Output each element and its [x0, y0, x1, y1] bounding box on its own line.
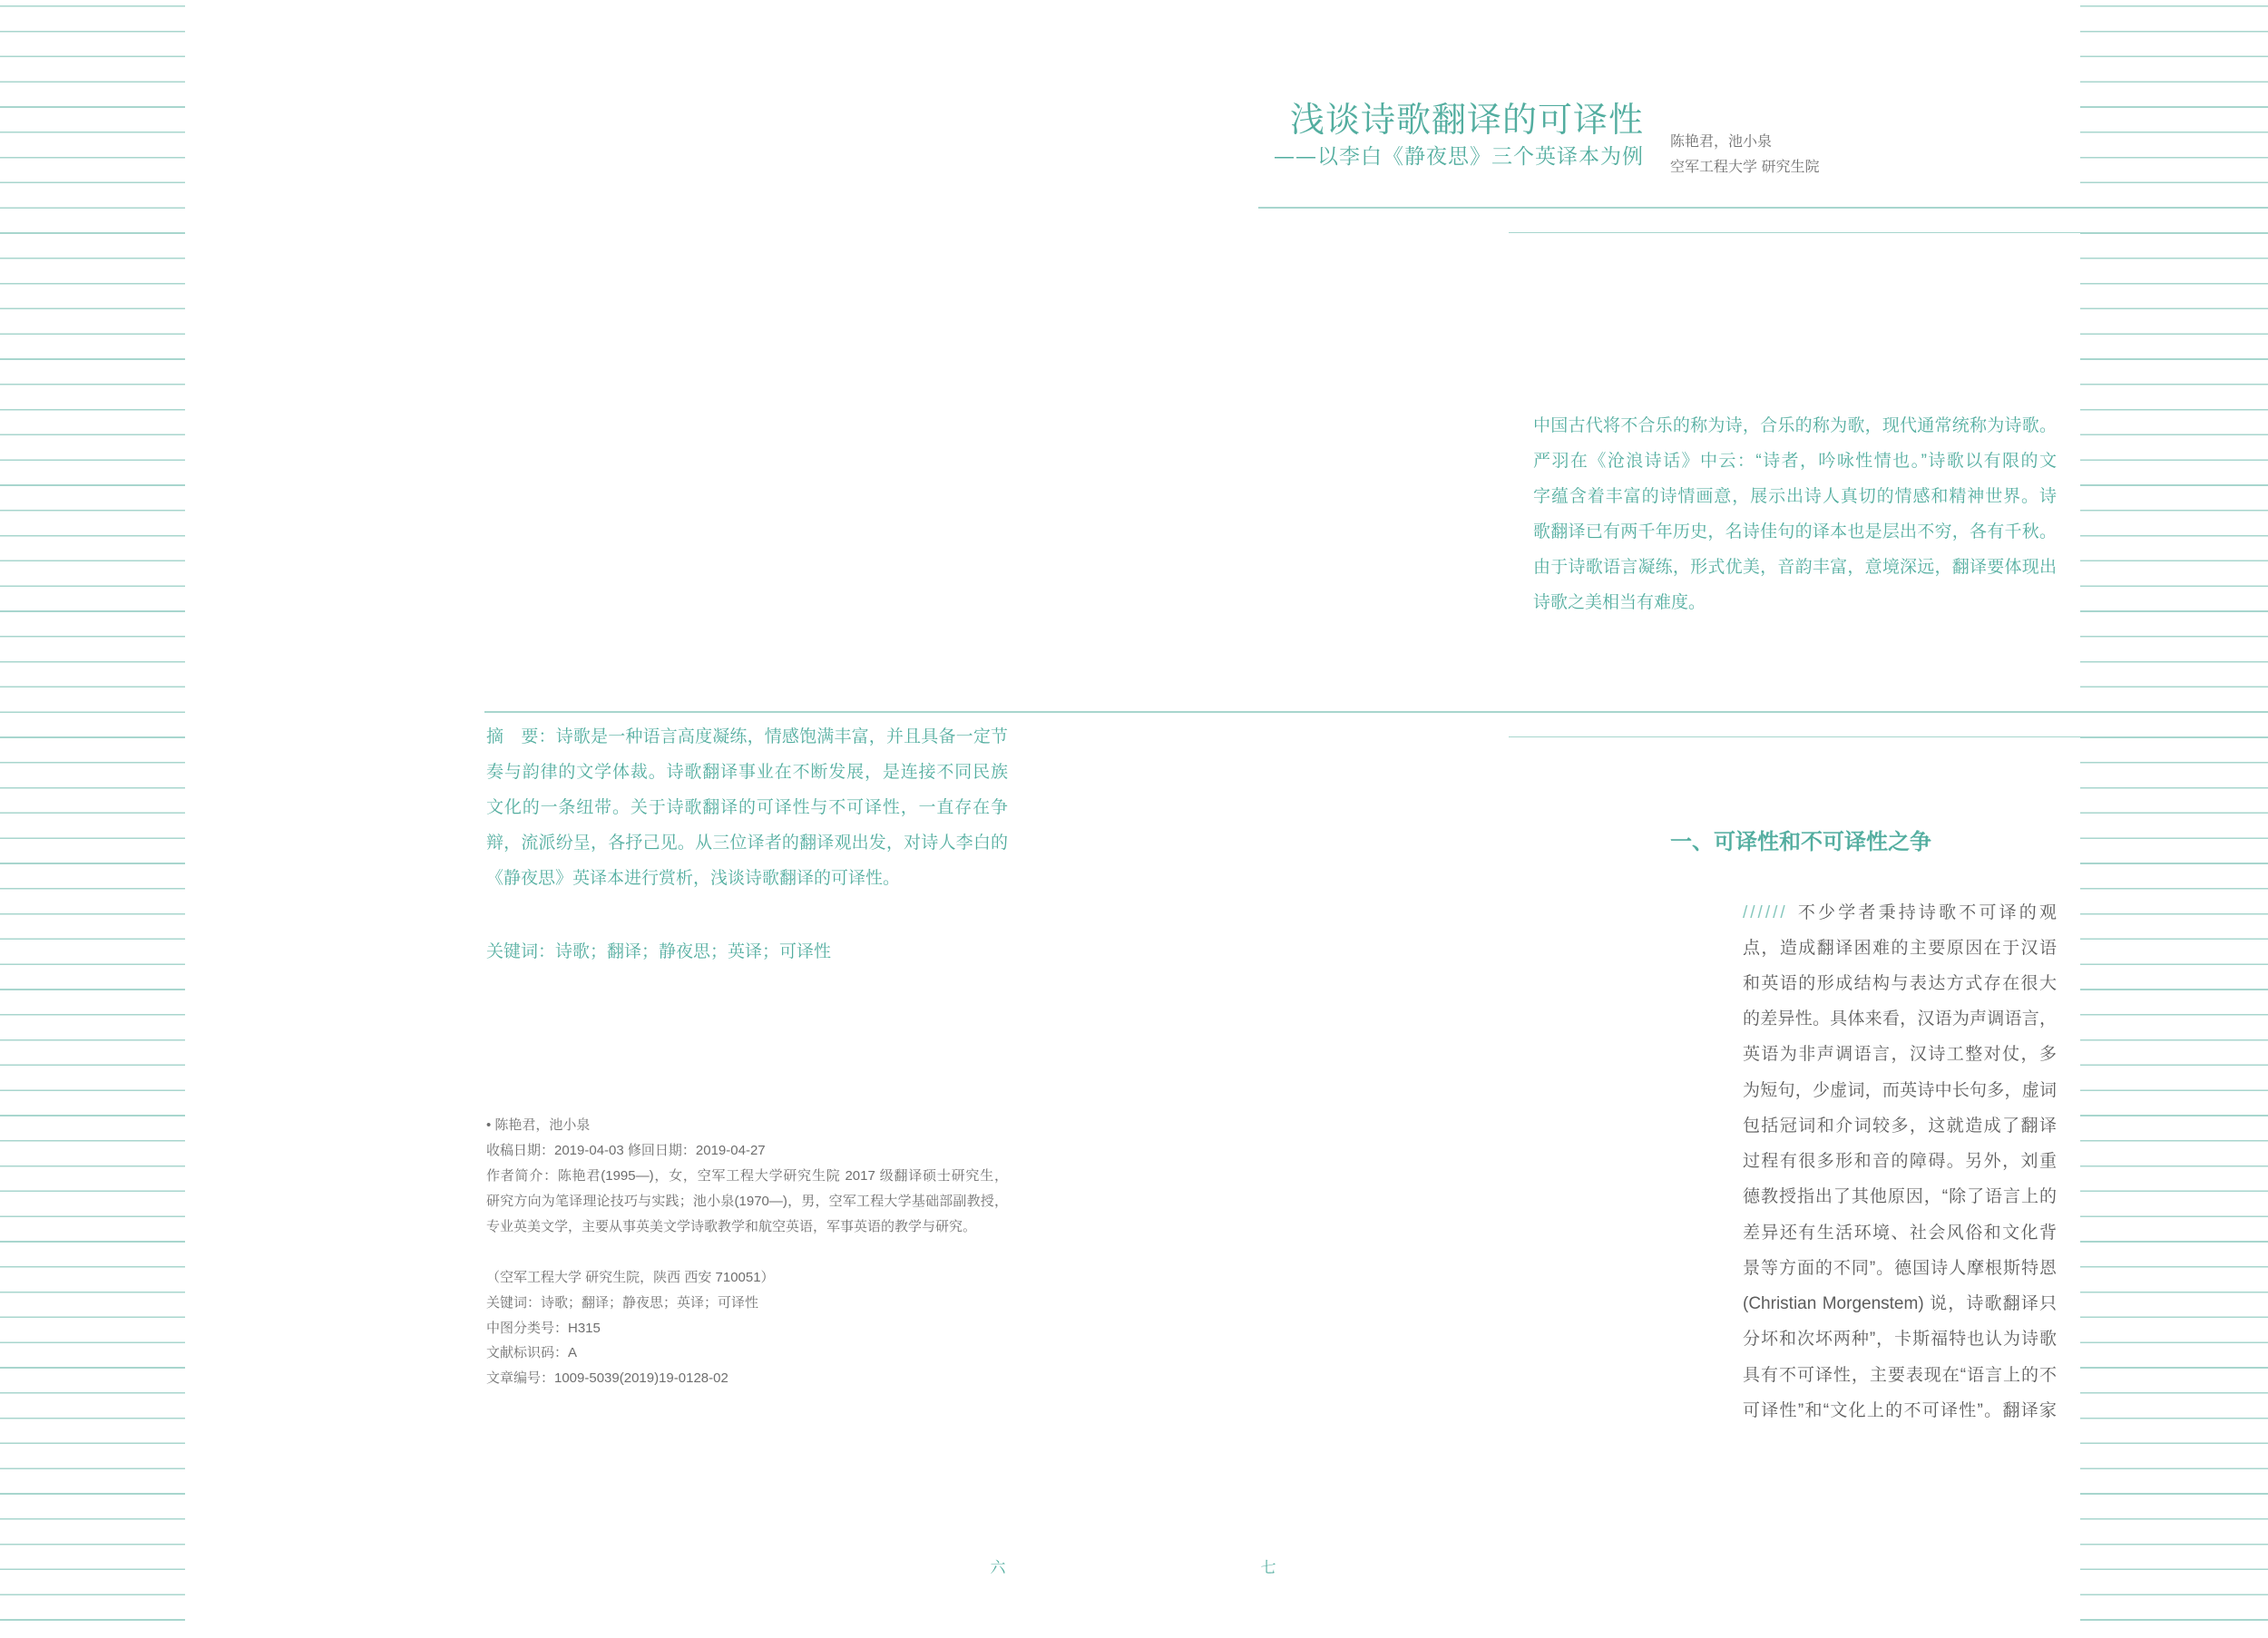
page-number-right: 七 — [1260, 1559, 1276, 1577]
abstract-divider-upper — [484, 711, 2268, 713]
abstract — [486, 719, 1008, 896]
body-line — [1743, 895, 2057, 931]
page-number-left: 六 — [990, 1559, 1006, 1577]
intro-line: 严羽在《沧浪诗话》中云：“诗者，吟咏性情也。”诗歌以有限的文 — [1533, 452, 2057, 471]
title-divider-upper — [1258, 207, 2268, 209]
footnote-line: 文献标识码：A — [486, 1345, 578, 1361]
body-line: 点，造成翻译困难的主要原因在于汉语 — [1743, 938, 2057, 958]
footnote-line: 专业英美文学，主要从事英美文学诗歌教学和航空英语，军事英语的教学与研究。 — [486, 1218, 977, 1234]
author-affiliation: 空军工程大学 研究生院 — [1670, 160, 1820, 175]
footnote-line: （空军工程大学 研究生院，陕西 西安 710051） — [486, 1269, 775, 1285]
body-line: 的差异性。具体来看，汉语为声调语言， — [1743, 1009, 2057, 1029]
footnote-line: 收稿日期：2019-04-03 修回日期：2019-04-27 — [486, 1142, 766, 1158]
abstract-line: 摘 要：诗歌是一种语言高度凝练，情感饱满丰富，并且具备一定节 — [486, 727, 1008, 746]
abstract-line: 辩，流派纷呈，各抒己见。从三位译者的翻译观出发，对诗人李白的 — [486, 834, 1008, 853]
abstract-divider-lower — [1509, 736, 2268, 738]
footnote-line: 作者简介：陈艳君(1995—)，女，空军工程大学研究生院 2017 级翻译硕士研究生， — [486, 1167, 1008, 1184]
author-names: 陈艳君，池小泉 — [1670, 134, 1773, 150]
intro-line: 歌翻译已有两千年历史，名诗佳句的译本也是层出不穷，各有千秋。 — [1533, 522, 2057, 541]
footnote-line: • 陈艳君，池小泉 — [486, 1117, 591, 1133]
right-margin-rules — [2080, 5, 2268, 1631]
paragraph-marker: ////// — [1743, 902, 1788, 922]
footnote-line: 文章编号：1009-5039(2019)19-0128-02 — [486, 1370, 728, 1387]
abstract-line: 奏与韵律的文学体裁。诗歌翻译事业在不断发展，是连接不同民族 — [486, 763, 1008, 783]
abstract-line: 《静夜思》英译本进行赏析，浅谈诗歌翻译的可译性。 — [486, 869, 901, 889]
footnote-line: 关键词：诗歌；翻译；静夜思；英译；可译性 — [486, 1294, 759, 1311]
body-line-text: 不少学者秉持诗歌不可译的观 — [1794, 902, 2057, 922]
byline — [1670, 130, 1819, 180]
body-line: 可译性”和“文化上的不可译性”。翻译家 — [1743, 1400, 2057, 1420]
section-body — [1743, 895, 2057, 1429]
intro-line: 诗歌之美相当有难度。 — [1533, 593, 1706, 612]
section-heading: 一、可译性和不可译性之争 — [1670, 830, 1931, 854]
body-line: 分坏和次坏两种”，卡斯福特也认为诗歌 — [1743, 1330, 2057, 1350]
body-line: 和英语的形成结构与表达方式存在很大 — [1743, 973, 2057, 993]
footnote-line: 研究方向为笔译理论技巧与实践；池小泉(1970—)，男，空军工程大学基础部副教授， — [486, 1193, 1008, 1209]
body-line: 景等方面的不同”。德国诗人摩根斯特恩 — [1743, 1258, 2057, 1278]
body-line: 包括冠词和介词较多，这就造成了翻译 — [1743, 1116, 2057, 1136]
body-line: 德教授指出了其他原因，“除了语言上的 — [1743, 1187, 2057, 1207]
intro-line: 由于诗歌语言凝练，形式优美，音韵丰富，意境深远，翻译要体现出 — [1533, 558, 2057, 577]
body-line: 差异还有生活环境、社会风俗和文化背 — [1743, 1223, 2057, 1243]
article-title: 浅谈诗歌翻译的可译性 — [1289, 100, 1644, 140]
abstract-line: 文化的一条纽带。关于诗歌翻译的可译性与不可译性，一直存在争 — [486, 798, 1008, 818]
body-line: 为短句，少虚词，而英诗中长句多，虚词 — [1743, 1080, 2057, 1100]
intro-paragraph — [1533, 408, 2057, 620]
footnote-gap — [486, 1240, 1008, 1265]
footnote-line: 中图分类号：H315 — [486, 1320, 601, 1336]
body-line: (Christian Morgenstem) 说，诗歌翻译只 — [1743, 1294, 2057, 1314]
body-line: 英语为非声调语言，汉诗工整对仗，多 — [1743, 1045, 2057, 1065]
keywords: 关键词：诗歌；翻译；静夜思；英译；可译性 — [486, 942, 832, 961]
article-subtitle: ——以李白《静夜思》三个英译本为例 — [1274, 145, 1644, 169]
footnote — [486, 1113, 1008, 1391]
left-margin-rules — [0, 5, 185, 1631]
title-divider-lower — [1509, 232, 2268, 234]
body-line: 具有不可译性，主要表现在“语言上的不 — [1743, 1365, 2057, 1385]
body-line: 过程有很多形和音的障碍。另外，刘重 — [1743, 1152, 2057, 1172]
intro-line: 字蕴含着丰富的诗情画意，展示出诗人真切的情感和精神世界。诗 — [1533, 487, 2057, 506]
intro-line: 中国古代将不合乐的称为诗，合乐的称为歌，现代通常统称为诗歌。 — [1533, 416, 2057, 435]
